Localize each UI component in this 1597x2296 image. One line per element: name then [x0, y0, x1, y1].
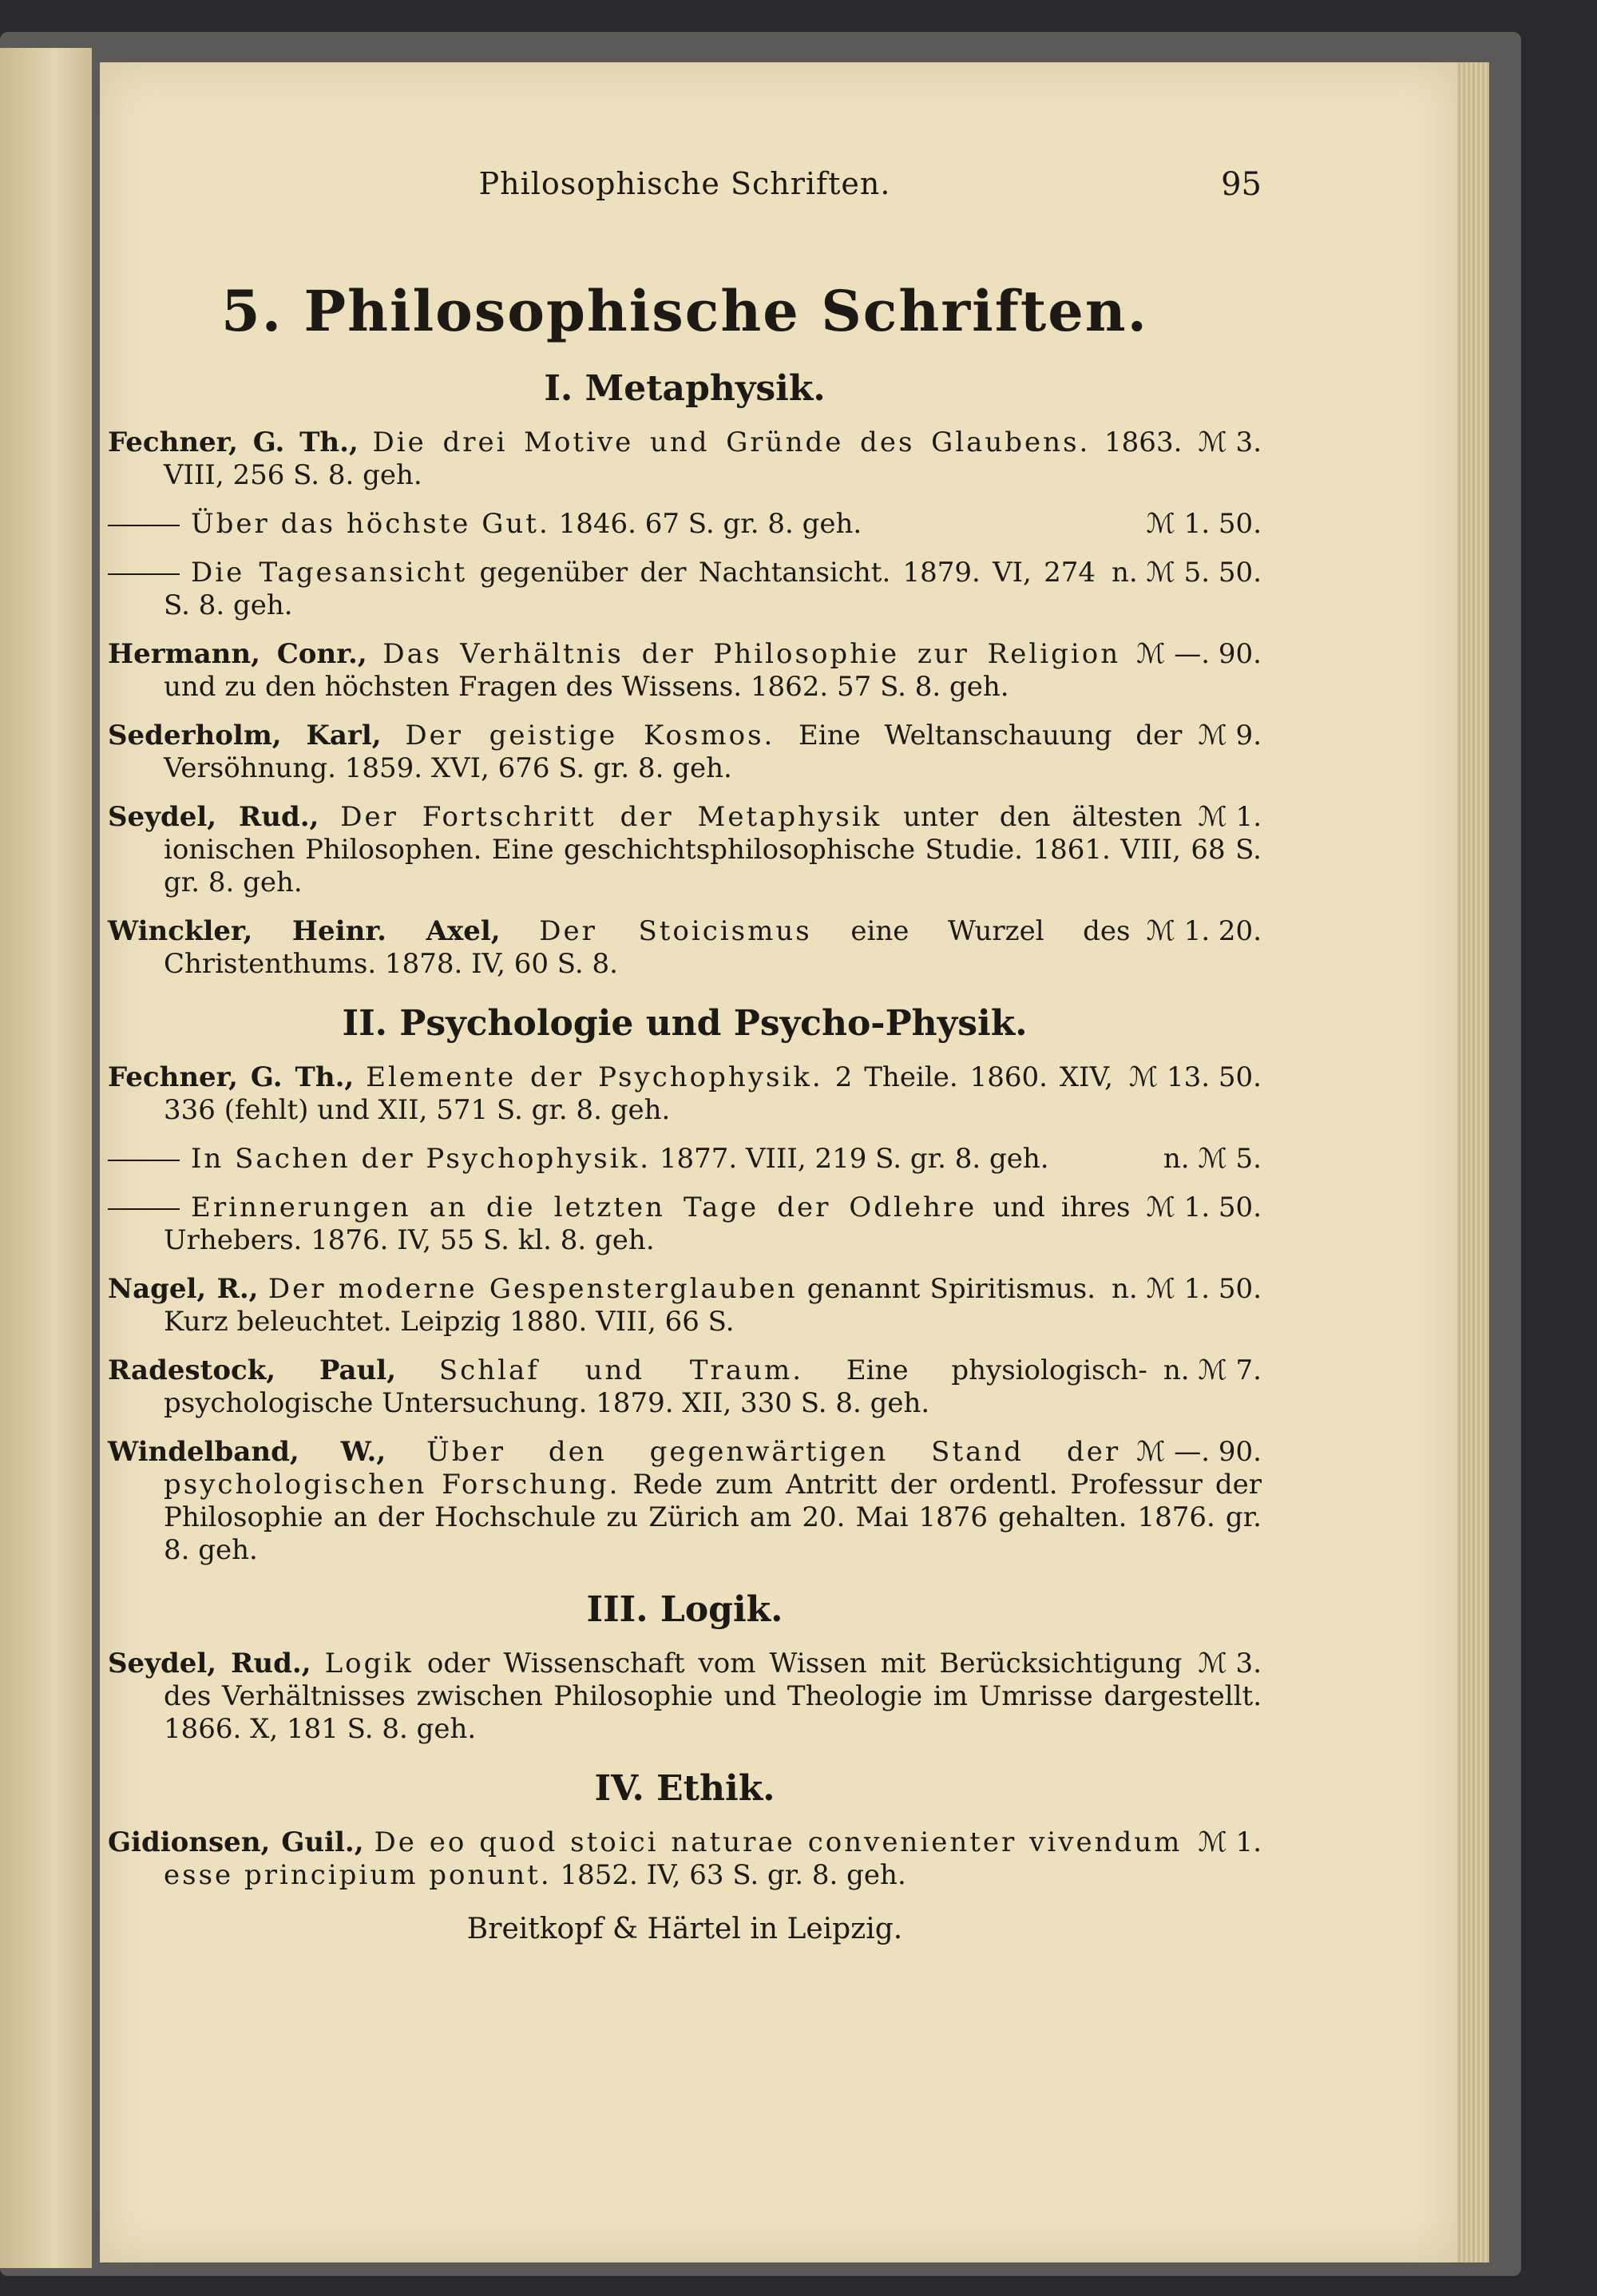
entry-title: Die Tagesansicht — [191, 557, 468, 589]
entry-title: Elemente der Psychophysik. — [366, 1061, 823, 1093]
entry-price: ℳ 3. — [1198, 426, 1262, 458]
entry-details: und zu den höchsten Fragen des Wissens. 1862. 57 S. 8. geh. — [164, 671, 1009, 703]
bibliography-entry — [108, 1273, 1262, 1338]
entry-price: ℳ —. 90. — [1136, 638, 1262, 670]
page-content — [108, 104, 1262, 1945]
entry-price: ℳ 1. — [1198, 801, 1262, 833]
entry-author: Fechner, G. Th., — [108, 426, 359, 458]
entry-title: Der Stoicismus — [539, 915, 812, 947]
entry-price: ℳ 1. 50. — [1146, 508, 1262, 540]
bibliography-entry — [108, 426, 1262, 492]
entry-title: Der geistige Kosmos. — [405, 720, 775, 751]
entry-title: De eo quod stoici naturae convenienter vivendum esse principium ponunt. — [164, 1826, 1183, 1891]
entry-author: Sederholm, Karl, — [108, 720, 382, 751]
entry-details: 1852. IV, 63 S. gr. 8. geh. — [560, 1859, 906, 1891]
entry-price: n. ℳ 1. 50. — [1112, 1273, 1262, 1305]
publisher-footer: Breitkopf & Härtel in Leipzig. — [466, 1913, 903, 1945]
entry-title: Über den gegenwärtigen Stand der psychologischen Forschung. — [164, 1436, 1121, 1501]
ditto-dash — [108, 525, 180, 526]
entry-author: Hermann, Conr., — [108, 638, 367, 670]
entry-author: Seydel, Rud., — [108, 801, 319, 833]
entry-author: Nagel, R., — [108, 1273, 259, 1305]
bibliography-entry — [108, 1354, 1262, 1420]
entry-price: ℳ 1. — [1198, 1826, 1262, 1858]
entry-price: n. ℳ 5. 50. — [1112, 557, 1262, 589]
entry-details: unter den ältesten ionischen Philosophen. Eine geschichtsphilosophische Studie. 1861. VIII, 68 S. gr. 8. geh. — [164, 801, 1262, 898]
entry-details: oder Wissenschaft vom Wissen mit Berücksichtigung des Verhältnisses zwischen Philosophie und Theologie im Umrisse dargestellt. 1866. X, 181 S. 8. geh. — [164, 1648, 1262, 1745]
entry-details: genannt Spiritismus. Kurz beleuchtet. Leipzig 1880. VIII, 66 S. — [164, 1273, 1096, 1338]
entry-details: 1846. 67 S. gr. 8. geh. — [558, 508, 862, 540]
entry-price: n. ℳ 5. — [1163, 1143, 1262, 1175]
bibliography-entry — [108, 720, 1262, 785]
chapter-title: 5. Philosophische Schriften. — [221, 278, 1148, 344]
bibliography-entry — [108, 1143, 1262, 1176]
entry-details: 1863. VIII, 256 S. 8. geh. — [164, 426, 1183, 491]
entry-price: ℳ 1. 20. — [1146, 915, 1262, 947]
bibliography-entry — [108, 1436, 1262, 1567]
ditto-dash — [108, 1160, 180, 1161]
bibliography-entry — [108, 638, 1262, 704]
bibliography-entry — [108, 1648, 1262, 1746]
entry-details: Eine Weltanschauung der Versöhnung. 1859. XVI, 676 S. gr. 8. geh. — [164, 720, 1183, 784]
entry-author: Gidionsen, Guil., — [108, 1826, 364, 1858]
entry-details: 2 Theile. 1860. XIV, 336 (fehlt) und XII, 571 S. gr. 8. geh. — [164, 1061, 1113, 1126]
entry-title: Der moderne Gespensterglauben — [267, 1273, 798, 1305]
entry-price: n. ℳ 7. — [1163, 1354, 1262, 1386]
entry-price: ℳ —. 90. — [1136, 1436, 1262, 1468]
left-page-edge — [0, 48, 92, 2268]
entry-details: 1877. VIII, 219 S. gr. 8. geh. — [659, 1143, 1049, 1175]
page-number: 95 — [1221, 166, 1262, 203]
entry-details: gegenüber der Nachtansicht. 1879. VI, 274 S. 8. geh. — [164, 557, 1096, 621]
bibliography-entry — [108, 1826, 1262, 1892]
entry-title: Erinnerungen an die letzten Tage der Odlehre — [191, 1192, 977, 1223]
entry-title: Schlaf und Traum. — [438, 1354, 804, 1386]
entry-title: Der Fortschritt der Metaphysik — [340, 801, 882, 833]
ditto-dash — [108, 1208, 180, 1210]
entry-title: Die drei Motive und Gründe des Glaubens. — [372, 426, 1091, 458]
entry-author: Radestock, Paul, — [108, 1354, 397, 1386]
entry-title: Logik — [324, 1648, 414, 1679]
entry-price: ℳ 9. — [1198, 720, 1262, 751]
entry-author: Fechner, G. Th., — [108, 1061, 355, 1093]
entry-title: In Sachen der Psychophysik. — [191, 1143, 652, 1175]
entry-details: Rede zum Antritt der ordentl. Professur der Philosophie an der Hochschule zu Zürich am 20. Mai 1876 gehalten. 1876. gr. 8. geh. — [164, 1469, 1262, 1566]
section-title: I. Metaphysik. — [544, 368, 826, 409]
bibliography-entry — [108, 557, 1262, 622]
section-title: III. Logik. — [586, 1589, 783, 1630]
section-title: IV. Ethik. — [594, 1768, 775, 1809]
entry-details: Eine physiologisch-psychologische Untersuchung. 1879. XII, 330 S. 8. geh. — [164, 1354, 1147, 1419]
running-head — [108, 166, 1262, 230]
entry-price: ℳ 1. 50. — [1146, 1192, 1262, 1223]
running-title: Philosophische Schriften. — [478, 166, 891, 201]
entry-author: Seydel, Rud., — [108, 1648, 311, 1679]
ditto-dash — [108, 573, 180, 575]
entry-author: Windelband, W., — [108, 1436, 386, 1468]
entry-price: ℳ 13. 50. — [1128, 1061, 1262, 1093]
bibliography-entry — [108, 1192, 1262, 1257]
page-edges — [1457, 62, 1489, 2262]
bibliography-entry — [108, 508, 1262, 541]
bibliography-entry — [108, 801, 1262, 899]
bibliography-entry — [108, 1061, 1262, 1127]
section-title: II. Psychologie und Psycho-Physik. — [342, 1003, 1028, 1044]
bibliography-entry — [108, 915, 1262, 981]
entry-author: Winckler, Heinr. Axel, — [108, 915, 501, 947]
entry-details: und ihres Urhebers. 1876. IV, 55 S. kl. 8. geh. — [164, 1192, 1131, 1256]
entry-price: ℳ 3. — [1198, 1648, 1262, 1679]
entry-details: eine Wurzel des Christenthums. 1878. IV, 60 S. 8. — [164, 915, 1131, 980]
entry-title: Das Verhältnis der Philosophie zur Religion — [382, 638, 1121, 670]
entry-title: Über das höchste Gut. — [191, 508, 550, 540]
sections — [108, 368, 1262, 1892]
